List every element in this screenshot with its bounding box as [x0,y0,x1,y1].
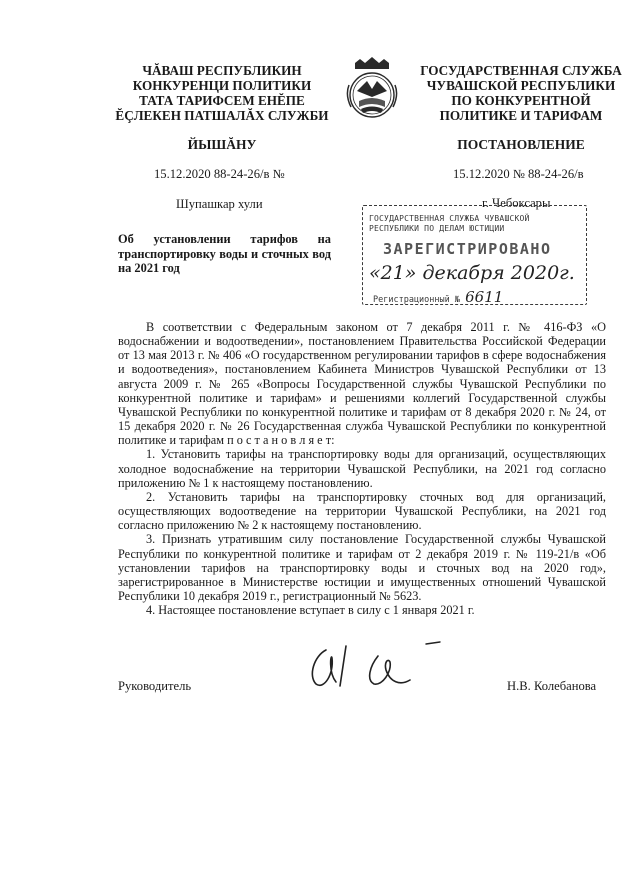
header-left-line-4: ĔÇЛЕКЕН ПАТШАЛĂХ СЛУЖБИ [115,108,329,123]
registration-stamp [362,205,587,305]
place-chuvash: Шупашкар хули [176,197,263,211]
body-paragraph-4: 4. Настоящее постановление вступает в силу с 1 января 2021 г. [146,603,475,618]
header-right-line-4: ПОЛИТИКЕ И ТАРИФАМ [439,108,603,123]
header-right [417,63,625,123]
stamp-status: ЗАРЕГИСТРИРОВАНО [383,240,552,258]
header-right-line-2: ЧУВАШСКОЙ РЕСПУБЛИКИ [426,78,616,93]
doc-type-russian: ПОСТАНОВЛЕНИЕ [457,137,585,152]
header-left-line-1: ЧĂВАШ РЕСПУБЛИКИН [142,63,302,78]
stamp-org: ГОСУДАРСТВЕННАЯ СЛУЖБА ЧУВАШСКОЙ РЕСПУБЛИКИ ПО ДЕЛАМ ЮСТИЦИИ [369,214,530,233]
header-right-line-3: ПО КОНКУРЕНТНОЙ [451,93,591,108]
date-number-chuvash: 15.12.2020 88-24-26/в № [154,167,285,181]
body-paragraph-2: 2. Установить тарифы на транспортировку сточных вод для организаций, осуществляющих водоотведение на территории Чувашской Республики, на 2021 год согласно приложению № 2 к настоящему постановлению. [118,489,606,533]
stamp-registration [373,288,503,306]
body-paragraph-1: 1. Установить тарифы на транспортировку воды для организаций, осуществляющих холодное водоснабжение на территории Чувашской Республики, на 2021 год согласно приложению № 1 к настоящему постановлению. [118,447,606,490]
coat-of-arms-emblem [341,55,403,121]
date-number-russian: 15.12.2020 № 88-24-26/в [453,167,584,181]
document-subject: Об установлении тарифов на транспортировку воды и сточных вод на 2021 год [118,232,331,276]
document-body [118,320,606,617]
handwritten-signature [300,632,450,694]
header-left-line-3: ТАТА ТАРИФСЕМ ЕНĔПЕ [139,93,305,108]
body-paragraph-preamble: В соответствии с Федеральным законом от 7 декабря 2011 г. № 416-ФЗ «О водоснабжении и водоотведении», постановлением Правительства Российской Федерации от 13 мая 2013 г. № 406 «О государственном регулировании тарифов в сфере водоснабжения и водоотведения», постановлением Кабинета Министров Чувашской Республики от 13 августа 2009 г. № 265 «Вопросы Государственной службы Чувашской Республики по конкурентной политике и тарифам» и решениями коллегий Государственной службы Чувашской Республики по конкурентной политике и тарифам от 8 декабря 2020 г. № 24, от 15 декабря 2020 г. № 26 Государственная служба Чувашской Республики по конкурентной политике и тарифам п о с т а н о в л я е т: [118,320,606,448]
place-russian: г. Чебоксары [482,196,551,210]
stamp-date: «21» декабря 2020г. [369,262,575,284]
stamp-reg-label: Регистрационный № [373,295,460,305]
header-right-line-1: ГОСУДАРСТВЕННАЯ СЛУЖБА [420,63,622,78]
stamp-reg-number: 6611 [465,288,504,306]
signature-position: Руководитель [118,679,192,693]
doc-type-chuvash: ЙЫШĂНУ [187,137,257,152]
header-left-line-2: КОНКУРЕНЦИ ПОЛИТИКИ [132,78,312,93]
body-paragraph-3: 3. Признать утратившим силу постановление Государственной службы Чувашской Республики по конкурентной политике и тарифам от 2 декабря 2019 г. № 119-21/в «Об установлении тарифов на транспортировку воды и сточных вод на 2020 год», зарегистрированное в Министерстве юстиции и имущественных отношений Чувашской Республики 10 декабря 2019 г., регистрационный № 5623. [118,532,606,603]
signature-name: Н.В. Колебанова [507,679,597,693]
header-left [110,63,334,123]
